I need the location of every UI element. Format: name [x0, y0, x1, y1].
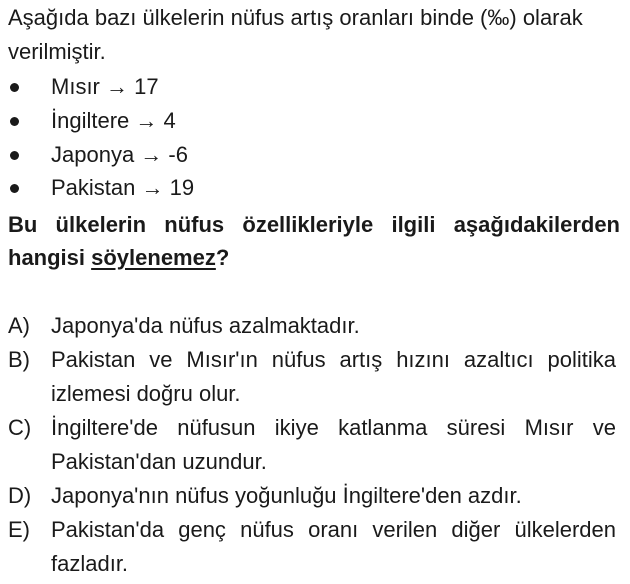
option-d-text[interactable]: Japonya'nın nüfus yoğunluğu İngiltere'den azdır.	[51, 483, 522, 508]
option-c-letter[interactable]: C)	[8, 415, 32, 440]
bullet-icon	[8, 177, 22, 191]
option-d-letter[interactable]: D)	[8, 483, 32, 508]
option-b-text[interactable]: Pakistan ve Mısır'ın nüfus artış hızını azaltıcı politika izlemesi doğru olur.	[51, 347, 616, 406]
question-line-1: Bu ülkelerin nüfus özellikleriyle ilgili aşağıdakilerden	[8, 212, 620, 237]
question-mark: ?	[215, 245, 230, 270]
intro-line-2: verilmiştir.	[8, 39, 106, 64]
question-line-2	[8, 244, 229, 272]
option-e-letter[interactable]: E)	[8, 517, 30, 542]
list-item-misir: Mısır → 17	[51, 74, 159, 99]
bullet-icon	[8, 110, 22, 124]
option-c-text[interactable]: İngiltere'de nüfusun ikiye katlanma süresi Mısır ve Pakistan'dan uzundur.	[51, 415, 616, 474]
option-b-letter[interactable]: B)	[8, 347, 30, 372]
list-item-ingiltere: İngiltere → 4	[51, 108, 176, 133]
list-item-pakistan: Pakistan → 19	[51, 175, 195, 200]
question-keyword-underlined: söylenemez	[91, 245, 216, 270]
option-a-letter[interactable]: A)	[8, 313, 30, 338]
question-line-2-start: hangisi	[8, 245, 92, 270]
option-a-text[interactable]: Japonya'da nüfus azalmaktadır.	[51, 313, 360, 338]
bullet-icon	[8, 144, 22, 158]
bullet-icon	[8, 76, 22, 90]
option-e-text[interactable]: Pakistan'da genç nüfus oranı verilen diğer ülkelerden fazladır.	[51, 517, 616, 576]
intro-line-1: Aşağıda bazı ülkelerin nüfus artış oranları binde (‰) olarak	[8, 5, 583, 30]
list-item-japonya: Japonya → -6	[51, 142, 188, 167]
